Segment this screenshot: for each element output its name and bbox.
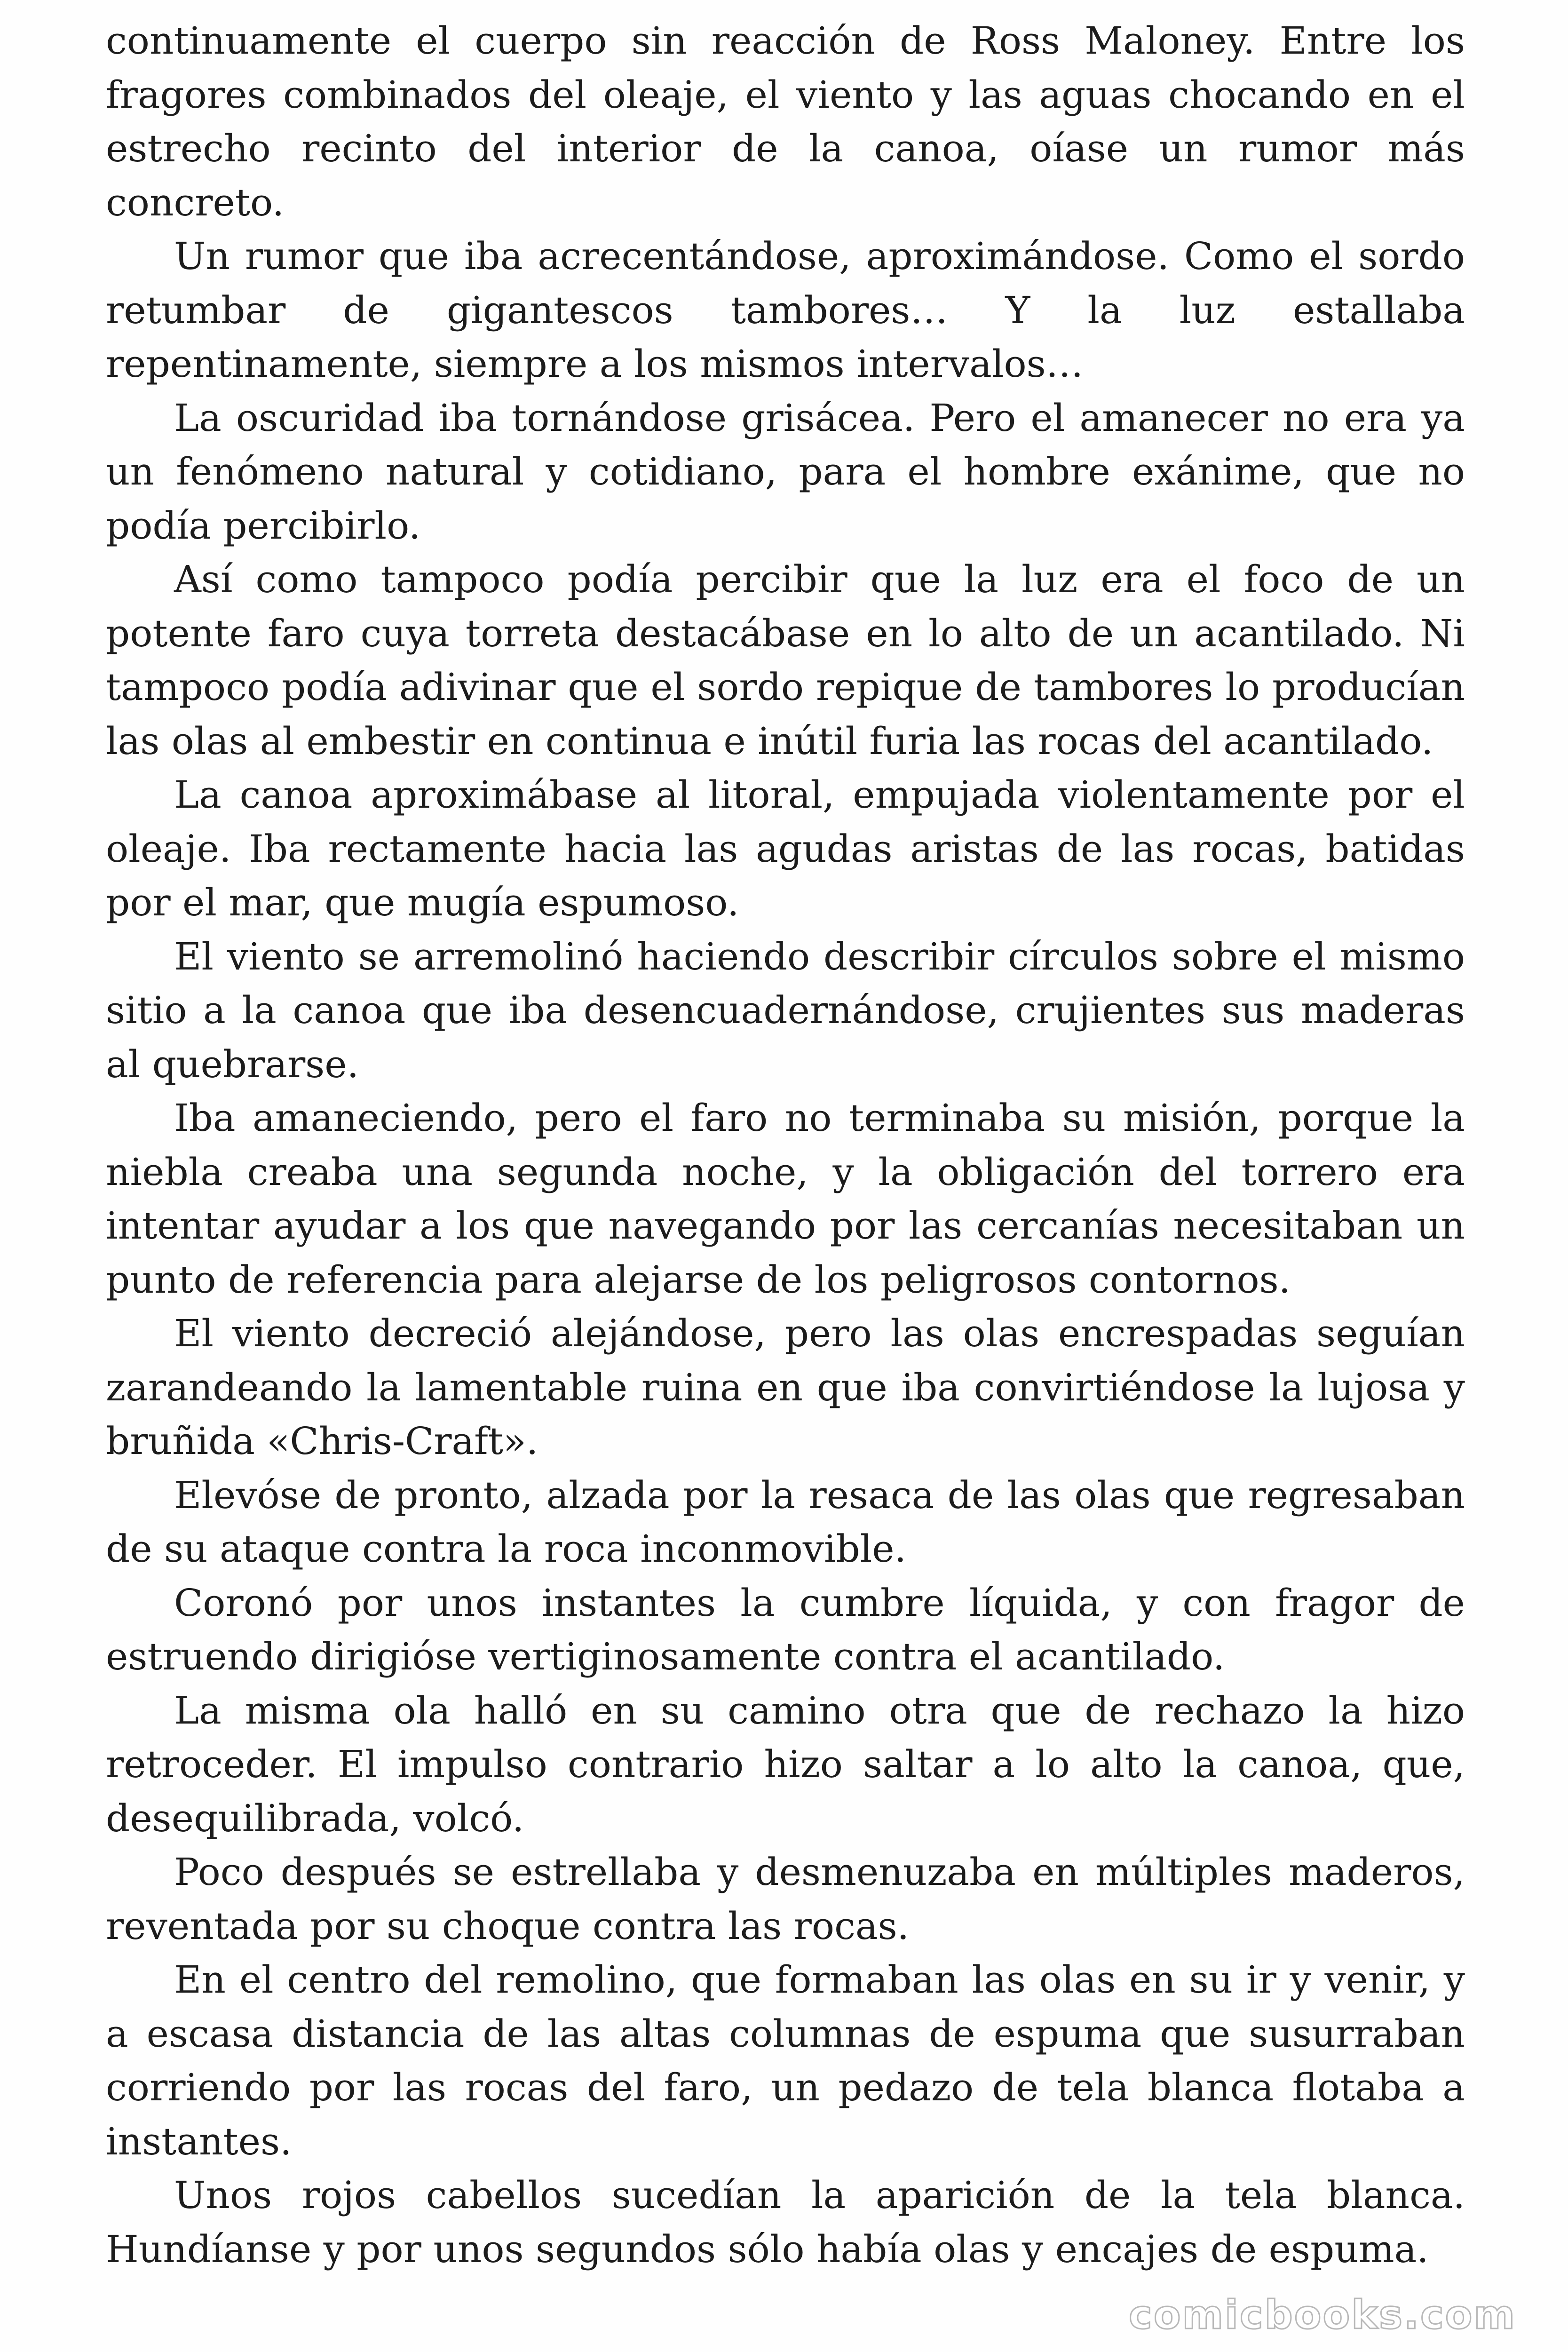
watermark: comicbooks.com [1129, 2292, 1516, 2338]
paragraph: Iba amaneciendo, pero el faro no terminaba su misión, porque la niebla creaba una segunda noche, y la obligación del torrero era intentar ayudar a los que navegando por las cercanías necesitaban un punto de referencia para alejarse de los peligrosos contornos. [106, 1096, 1465, 1302]
paragraph: Poco después se estrellaba y desmenuzaba en múltiples maderos, reventada por su choque contra las rocas. [106, 1850, 1465, 1948]
document-page [106, 14, 1465, 2276]
paragraph: Así como tampoco podía percibir que la luz era el foco de un potente faro cuya torreta destacábase en lo alto de un acantilado. Ni tampoco podía adivinar que el sordo repique de tambores lo producían las olas al embestir en continua e inútil furia las rocas del acantilado. [106, 557, 1465, 763]
paragraph: Unos rojos cabellos sucedían la aparición de la tela blanca. Hundíanse y por unos segundos sólo había olas y encajes de espuma. [106, 2173, 1465, 2271]
paragraph: En el centro del remolino, que formaban las olas en su ir y venir, y a escasa distancia de las altas columnas de espuma que susurraban corriendo por las rocas del faro, un pedazo de tela blanca flotaba a instantes. [106, 1958, 1465, 2163]
paragraph: Coronó por unos instantes la cumbre líquida, y con fragor de estruendo dirigióse vertiginosamente contra el acantilado. [106, 1581, 1465, 1678]
paragraph: Un rumor que iba acrecentándose, aproximándose. Como el sordo retumbar de gigantescos tambores… Y la luz estallaba repentinamente, siempre a los mismos intervalos… [106, 234, 1465, 386]
paragraph: El viento decreció alejándose, pero las olas encrespadas seguían zarandeando la lamentable ruina en que iba convirtiéndose la lujosa y bruñida «Chris-Craft». [106, 1311, 1465, 1463]
paragraph: La canoa aproximábase al litoral, empujada violentamente por el oleaje. Iba rectamente hacia las agudas aristas de las rocas, batidas por el mar, que mugía espumoso. [106, 773, 1465, 924]
paragraph: La oscuridad iba tornándose grisácea. Pero el amanecer no era ya un fenómeno natural y cotidiano, para el hombre exánime, que no podía percibirlo. [106, 396, 1465, 548]
paragraph: La misma ola halló en su camino otra que de rechazo la hizo retroceder. El impulso contrario hizo saltar a lo alto la canoa, que, desequilibrada, volcó. [106, 1688, 1465, 1840]
paragraph: Elevóse de pronto, alzada por la resaca de las olas que regresaban de su ataque contra la roca inconmovible. [106, 1473, 1465, 1571]
paragraph: El viento se arremolinó haciendo describir círculos sobre el mismo sitio a la canoa que iba desencuadernándose, crujientes sus maderas al quebrarse. [106, 934, 1465, 1086]
paragraph: continuamente el cuerpo sin reacción de Ross Maloney. Entre los fragores combinados del oleaje, el viento y las aguas chocando en el estrecho recinto del interior de la canoa, oíase un rumor más concreto. [106, 19, 1465, 224]
